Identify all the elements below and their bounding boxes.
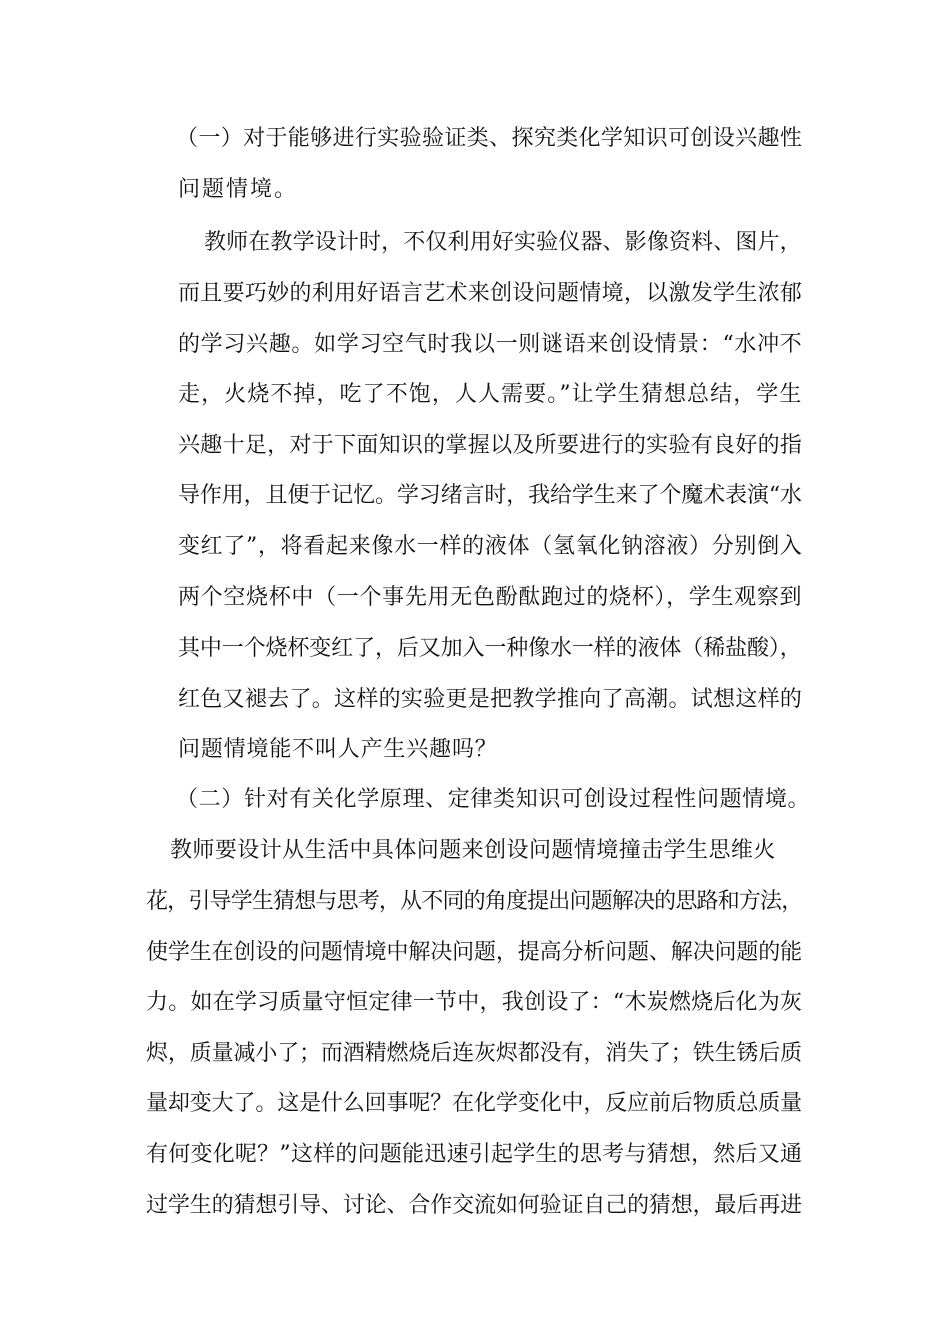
paragraph-1-line-8: 两个空烧杯中（一个事先用无色酚酞跑过的烧杯），学生观察到	[178, 585, 803, 610]
paragraph-1-line-3: 的学习兴趣。如学习空气时我以一则谜语来创设情景：“水冲不	[178, 332, 803, 357]
paragraph-2-line-7: 有何变化呢？”这样的问题能迅速引起学生的思考与猜想，然后又通	[146, 1142, 803, 1167]
paragraph-1-line-4: 走，火烧不掉，吃了不饱，人人需要。”让学生猜想总结，学生	[178, 382, 803, 407]
paragraph-1-line-1: 教师在教学设计时，不仅利用好实验仪器、影像资料、图片，	[204, 230, 802, 255]
paragraph-2-line-5: 烬，质量减小了；而酒精燃烧后连灰烬都没有，消失了；铁生锈后质	[146, 1041, 803, 1066]
heading-section-two: （二）针对有关化学原理、定律类知识可创设过程性问题情境。	[176, 787, 811, 812]
paragraph-2-line-2: 花，引导学生猜想与思考，从不同的角度提出问题解决的思路和方法，	[146, 889, 803, 914]
paragraph-2-line-4: 力。如在学习质量守恒定律一节中，我创设了：“木炭燃烧后化为灰	[146, 990, 803, 1015]
paragraph-1-line-9: 其中一个烧杯变红了，后又加入一种像水一样的液体（稀盐酸），	[178, 636, 802, 661]
paragraph-2-line-8: 过学生的猜想引导、讨论、合作交流如何验证自己的猜想，最后再进	[146, 1193, 803, 1218]
paragraph-2-line-6: 量却变大了。这是什么回事呢？在化学变化中，反应前后物质总质量	[146, 1091, 803, 1116]
paragraph-1-line-2: 而且要巧妙的利用好语言艺术来创设问题情境，以激发学生浓郁	[178, 281, 803, 306]
paragraph-1-line-6: 导作用，且便于记忆。学习绪言时，我给学生来了个魔术表演“水	[178, 483, 802, 508]
paragraph-1-line-11: 问题情境能不叫人产生兴趣吗？	[178, 737, 498, 762]
paragraph-2-line-3: 使学生在创设的问题情境中解决问题，提高分析问题、解决问题的能	[146, 940, 803, 965]
heading-section-one-line-1: （一）对于能够进行实验验证类、探究类化学知识可创设兴趣性	[176, 126, 803, 151]
paragraph-1-line-5: 兴趣十足，对于下面知识的掌握以及所要进行的实验有良好的指	[178, 433, 803, 458]
heading-section-one-line-2: 问题情境。	[178, 177, 299, 202]
paragraph-2-line-1: 教师要设计从生活中具体问题来创设问题情境撞击学生思维火	[170, 838, 776, 863]
paragraph-1-line-7: 变红了”，将看起来像水一样的液体（氢氧化钠溶液）分别倒入	[178, 534, 803, 559]
paragraph-1-line-10: 红色又褪去了。这样的实验更是把教学推向了高潮。试想这样的	[178, 687, 803, 712]
